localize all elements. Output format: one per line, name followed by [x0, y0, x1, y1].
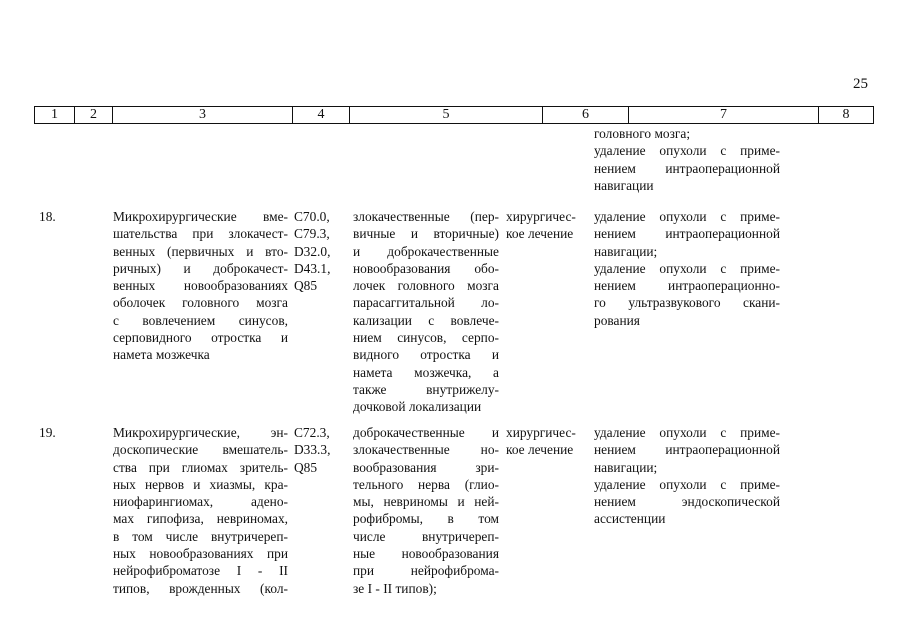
row-18-col5-line: нием синусов, серпо-: [353, 330, 499, 346]
row-19-col3-line: ных нервов и хиазмы, кра-: [113, 476, 288, 492]
row-19-col7-line: навигации;: [594, 459, 658, 475]
row-19-col3-line: доскопические вмешатель-: [113, 442, 288, 458]
row-19-code: C72.3,: [294, 425, 330, 440]
row-18-col5-line: и доброкачественные: [353, 243, 499, 259]
row-19-col7-line: удаление опухоли с приме-: [594, 476, 780, 492]
header-col-7: 7: [628, 107, 818, 123]
header-col-3: 3: [112, 107, 292, 123]
row-19-col7: [594, 424, 780, 528]
row-19-col4: [294, 424, 342, 476]
row-18-col3-line: венных новообразованиях: [113, 278, 288, 294]
header-col-6: 6: [542, 107, 628, 123]
row-19-col3-line: ства при глиомах зритель-: [113, 459, 288, 475]
row-19-col7-line: нением эндоскопической: [594, 494, 780, 510]
row-18-col7-line: удаление опухоли с приме-: [594, 209, 780, 224]
row-19-col5-line: при нейрофиброма-: [353, 563, 499, 579]
header-col-5: 5: [349, 107, 542, 123]
continuation-col7-line: навигации: [594, 177, 654, 193]
row-19-code: D33.3,: [294, 442, 331, 458]
row-19-col6-line: хирургичес-: [506, 425, 576, 440]
row-19-col3-line: ных новообразованиях при: [113, 546, 288, 562]
header-col-4: 4: [292, 107, 349, 123]
row-18-code: D32.0,: [294, 243, 331, 259]
row-19-col7-line: нением интраоперационной: [594, 442, 780, 458]
row-18-col4: [294, 208, 342, 294]
row-18-col7: [594, 208, 780, 329]
row-19-col3-line: ниофарингиомах, адено-: [113, 494, 288, 510]
row-18-code: C79.3,: [294, 226, 330, 242]
row-19-col5-line: ные новообразования: [353, 546, 499, 562]
row-18-col5-line: парасаггитальной ло-: [353, 295, 499, 311]
row-18-col5-line: также внутрижелу-: [353, 381, 499, 397]
continuation-col7: [594, 125, 780, 194]
row-19-col6: [506, 424, 588, 459]
row-18-col7-line: нением интраоперационно-: [594, 278, 780, 294]
row-18-col7-line: удаление опухоли с приме-: [594, 260, 780, 276]
row-18-code: D43.1,: [294, 260, 331, 276]
row-18-col6: [506, 208, 588, 243]
row-19-code: Q85: [294, 459, 318, 475]
header-col-2: 2: [74, 107, 112, 123]
row-18-col5-line: дочковой локализации: [353, 399, 482, 415]
row-19-col5-line: зе I - II типов);: [353, 580, 437, 596]
row-18-col3-line: шательства при злокачест-: [113, 226, 288, 242]
row-19-col5: [353, 424, 499, 597]
row-19-col7-line: удаление опухоли с приме-: [594, 425, 780, 440]
row-18-col3-line: венных (первичных и вто-: [113, 243, 288, 259]
row-18-col3-line: ричных) и доброкачест-: [113, 260, 288, 276]
row-18-col5-line: намета мозжечка, а: [353, 364, 499, 380]
row-18-col3-line: с вовлечением синусов,: [113, 312, 288, 328]
row-18-col7-line: рования: [594, 312, 640, 328]
row-19-col5-line: числе внутричереп-: [353, 528, 499, 544]
row-18-number: 18.: [39, 209, 56, 224]
row-18-code: C70.0,: [294, 209, 330, 224]
continuation-col7-line: нением интраоперационной: [594, 160, 780, 176]
row-19-col6-line: кое лечение: [506, 442, 574, 458]
row-19-col5-line: мы, невриномы и ней-: [353, 494, 499, 510]
row-18-col5-line: кализации с вовлече-: [353, 312, 499, 328]
row-18-col6-line: хирургичес-: [506, 209, 576, 224]
row-19-col3-line: типов, врожденных (кол-: [113, 580, 288, 596]
row-19-col3-line: мах гипофиза, невриномах,: [113, 511, 288, 527]
row-18-col5-line: лочек головного мозга: [353, 278, 499, 294]
row-18-col3-line: оболочек головного мозга: [113, 295, 288, 311]
header-col-1: 1: [51, 107, 58, 122]
page-number: 25: [853, 76, 868, 92]
row-18-code: Q85: [294, 278, 318, 294]
row-19-col3: [113, 424, 288, 597]
row-18-col5-line: вичные и вторичные): [353, 226, 499, 242]
table-header-row: [34, 106, 874, 124]
row-18-col3-line: серповидного отростка и: [113, 330, 288, 346]
row-18-col7-line: навигации;: [594, 243, 658, 259]
row-18-col5-line: злокачественные (пер-: [353, 209, 499, 224]
row-19-col3-line: в том числе внутричереп-: [113, 528, 288, 544]
row-18-col7-line: го ультразвукового скани-: [594, 295, 780, 311]
continuation-col7-line: головного мозга;: [594, 126, 691, 141]
row-18-col3-line: Микрохирургические вме-: [113, 209, 288, 224]
row-19-col5-line: рофибромы, в том: [353, 511, 499, 527]
row-19-number: 19.: [39, 425, 56, 440]
row-18-col7-line: нением интраоперационной: [594, 226, 780, 242]
header-col-8: 8: [818, 107, 873, 123]
row-18-col6-line: кое лечение: [506, 226, 574, 242]
row-18-col3: [113, 208, 288, 364]
row-18-col3-line: намета мозжечка: [113, 347, 210, 363]
row-18-col5: [353, 208, 499, 416]
row-18-col5-line: новообразования обо-: [353, 260, 499, 276]
continuation-col7-line: удаление опухоли с приме-: [594, 143, 780, 159]
row-19-col5-line: злокачественные но-: [353, 442, 499, 458]
row-19-col3-line: Микрохирургические, эн-: [113, 425, 288, 440]
row-18-col5-line: видного отростка и: [353, 347, 499, 363]
row-19-col3-line: нейрофиброматозе I - II: [113, 563, 288, 579]
row-19-col5-line: доброкачественные и: [353, 425, 499, 440]
row-19-col7-line: ассистенции: [594, 511, 666, 527]
row-19-col5-line: тельного нерва (глио-: [353, 476, 499, 492]
row-19-col5-line: вообразования зри-: [353, 459, 499, 475]
